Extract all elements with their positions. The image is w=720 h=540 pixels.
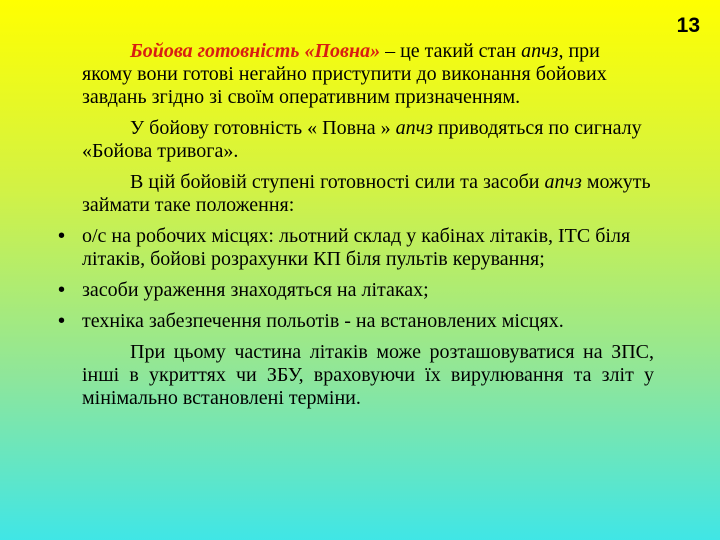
signal-abbr: апчз: [395, 117, 433, 139]
definition-text-1: – це такий стан: [380, 40, 522, 62]
signal-paragraph: [82, 117, 654, 163]
definition-term: Бойова готовність «Повна»: [130, 40, 381, 62]
definition-paragraph: [82, 40, 654, 109]
bullet-item: [58, 225, 654, 271]
position-paragraph: [82, 171, 654, 217]
position-abbr: апчз: [544, 171, 582, 193]
page-number: 13: [676, 14, 700, 37]
bullet-icon: •: [58, 279, 66, 301]
bullet-icon: •: [58, 225, 66, 247]
signal-text-2: приводяться по сигналу «Бойова тривога».: [82, 117, 642, 162]
position-text-1: В цій бойовій ступені готовності сили та засоби: [130, 171, 545, 193]
position-text-2: можуть займати таке положення:: [82, 171, 651, 216]
bullet-item: [58, 310, 654, 333]
slide-content: [58, 40, 654, 418]
definition-text-2: , при якому вони готові негайно приступити до виконання бойових завдань згідно зі своїм оперативним призначенням.: [82, 40, 607, 108]
bullet-text: о/с на робочих місцях: льотний склад у кабінах літаків, ІТС біля літаків, бойові розрахунки КП біля пультів керування;: [82, 225, 631, 270]
bullet-item: [58, 279, 654, 302]
definition-abbr: апчз: [521, 40, 559, 62]
signal-text-1: У бойову готовність « Повна »: [130, 117, 396, 139]
bullet-icon: •: [58, 310, 66, 332]
bullet-text: техніка забезпечення польотів - на встановлених місцях.: [82, 310, 564, 332]
bullet-text: засоби ураження знаходяться на літаках;: [82, 279, 429, 301]
conclusion-paragraph: При цьому частина літаків може розташовуватися на ЗПС, інші в укриттях чи ЗБУ, враховуючи їх вирулювання та зліт у мінімально встановлені терміни.: [82, 341, 654, 409]
